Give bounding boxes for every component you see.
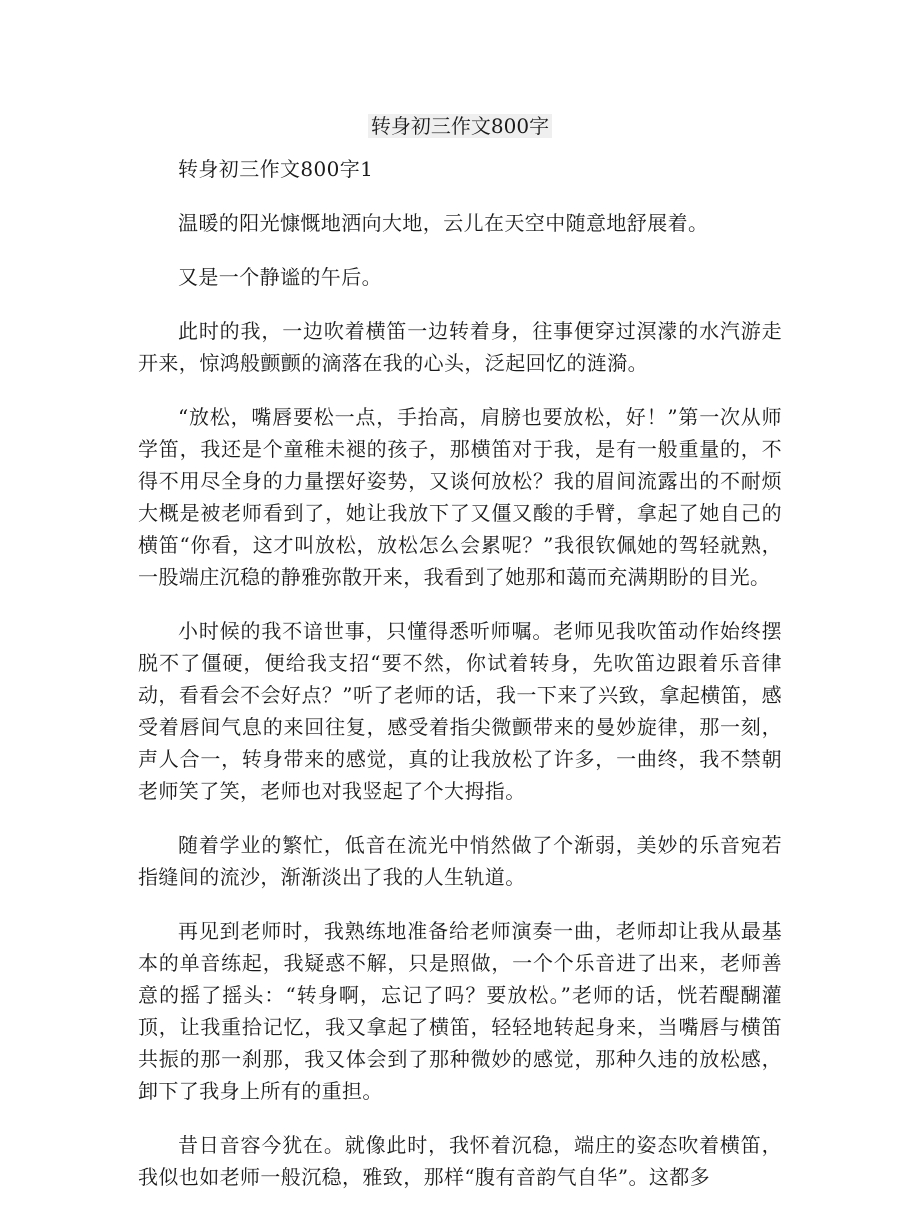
subtitle-paragraph: 转身初三作文800字1	[178, 157, 374, 181]
body-paragraph: 再见到老师时，我熟练地准备给老师演奏一曲，老师却让我从最基本的单音练起，我疑惑不解，只是照做，一个个乐音进了出来，老师善意的摇了摇头：“转身啊，忘记了吗？要放松。”老师的话，恍若醍醐灌顶，让我重拾记忆，我又拿起了横笛，轻轻地转起身来，当嘴唇与横笛共振的那一刹那，我又体会到了那种微妙的感觉，那种久违的放松感，卸下了我身上所有的重担。	[138, 919, 782, 1103]
body-paragraph: 此时的我，一边吹着横笛一边转着身，往事便穿过溟濛的水汽游走开来，惊鸿般颤颤的滴落在我的心头，泛起回忆的涟漪。	[138, 319, 782, 375]
body-paragraph: “放松，嘴唇要松一点，手抬高，肩膀也要放松，好！”第一次从师学笛，我还是个童稚未褪的孩子，那横笛对于我，是有一般重量的，不得不用尽全身的力量摆好姿势，又谈何放松？我的眉间流露出的不耐烦大概是被老师看到了，她让我放下了又僵又酸的手臂，拿起了她自己的横笛“你看，这才叫放松，放松怎么会累呢？”我很钦佩她的驾轻就熟，一股端庄沉稳的静雅弥散开来，我看到了她那和蔼而充满期盼的目光。	[138, 405, 782, 589]
body-paragraph: 温暖的阳光慷慨地洒向大地，云儿在天空中随意地舒展着。	[178, 211, 709, 235]
body-paragraph: 又是一个静谧的午后。	[178, 265, 382, 289]
document-body	[138, 153, 782, 1215]
body-paragraph: 小时候的我不谙世事，只懂得悉听师嘱。老师见我吹笛动作始终摆脱不了僵硬，便给我支招“要不然，你试着转身，先吹笛边跟着乐音律动，看看会不会好点？”听了老师的话，我一下来了兴致，拿起横笛，感受着唇间气息的来回往复，感受着指尖微颤带来的曼妙旋律，那一刻，声人合一，转身带来的感觉，真的让我放松了许多，一曲终，我不禁朝老师笑了笑，老师也对我竖起了个大拇指。	[138, 619, 782, 803]
document-title-text: 转身初三作文800字	[368, 114, 552, 138]
body-paragraph: 昔日音容今犹在。就像此时，我怀着沉稳，端庄的姿态吹着横笛，我似也如老师一般沉稳，雅致，那样“腹有音韵气自华”。这都多	[138, 1133, 782, 1189]
body-paragraph: 随着学业的繁忙，低音在流光中悄然做了个渐弱，美妙的乐音宛若指缝间的流沙，渐渐淡出了我的人生轨道。	[138, 833, 782, 889]
document-title	[0, 112, 920, 140]
